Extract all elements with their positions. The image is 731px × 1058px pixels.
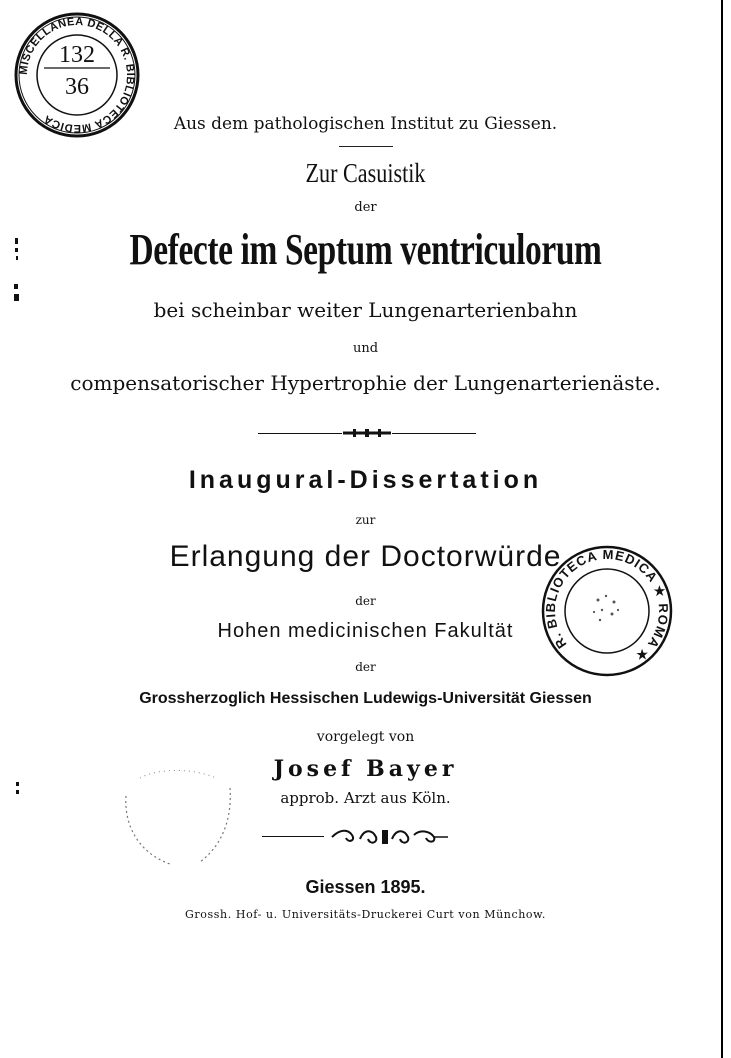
- presented-by-line: vorgelegt von: [316, 729, 415, 745]
- place-and-year: Giessen 1895.: [305, 877, 426, 897]
- erlangung-line: Erlangung der Doctorwürde: [169, 540, 562, 573]
- library-stamp-number-top: 132: [59, 42, 95, 68]
- author-name: Josef Bayer: [273, 756, 458, 782]
- margin-tick: [14, 782, 22, 796]
- author-description: approb. Arzt aus Köln.: [280, 789, 451, 807]
- main-title: Defecte im Septum ventriculorum: [129, 225, 602, 274]
- ornament-rule-right: [392, 433, 476, 434]
- connector-der-1: der: [354, 200, 377, 215]
- ornament-center: [343, 429, 391, 437]
- ornament2-rule: [262, 836, 324, 837]
- connector-der-2: der: [355, 594, 376, 608]
- dissertation-heading: Inaugural-Dissertation: [188, 466, 543, 494]
- library-stamp-number-bottom: 36: [65, 74, 89, 100]
- library-stamp-ring-text: MISCELLANEA DELLA R. BIBLIOTECA MEDICA: [17, 15, 137, 135]
- subtitle-line-2: compensatorischer Hypertrophie der Lungenarterienäste.: [70, 371, 661, 395]
- subtitle-line-1: bei scheinbar weiter Lungenarterienbahn: [153, 298, 578, 322]
- roma-stamp-ring-text: R. BIBLIOTECA MEDICA ★ ROMA ★: [542, 546, 672, 666]
- faculty-line: Hohen medicinischen Fakultät: [217, 620, 514, 642]
- ornament-rule-left: [258, 433, 342, 434]
- printer-line: Grossh. Hof- u. Universitäts-Druckerei Curt von Münchow.: [185, 908, 546, 921]
- ornament-flourish: [330, 825, 450, 847]
- university-line: Grossherzoglich Hessischen Ludewigs-Universität Giessen: [139, 690, 592, 707]
- institute-line: Aus dem pathologischen Institut zu Giessen.: [173, 114, 558, 134]
- connector-zur: zur: [355, 513, 376, 527]
- connector-und: und: [352, 341, 379, 356]
- connector-der-3: der: [355, 660, 376, 674]
- page-edge: [721, 0, 723, 1058]
- faint-stamp-impression: [118, 766, 236, 870]
- short-rule: [339, 146, 393, 147]
- roma-library-stamp: [540, 544, 674, 678]
- title-line-1: Zur Casuistik: [305, 158, 426, 188]
